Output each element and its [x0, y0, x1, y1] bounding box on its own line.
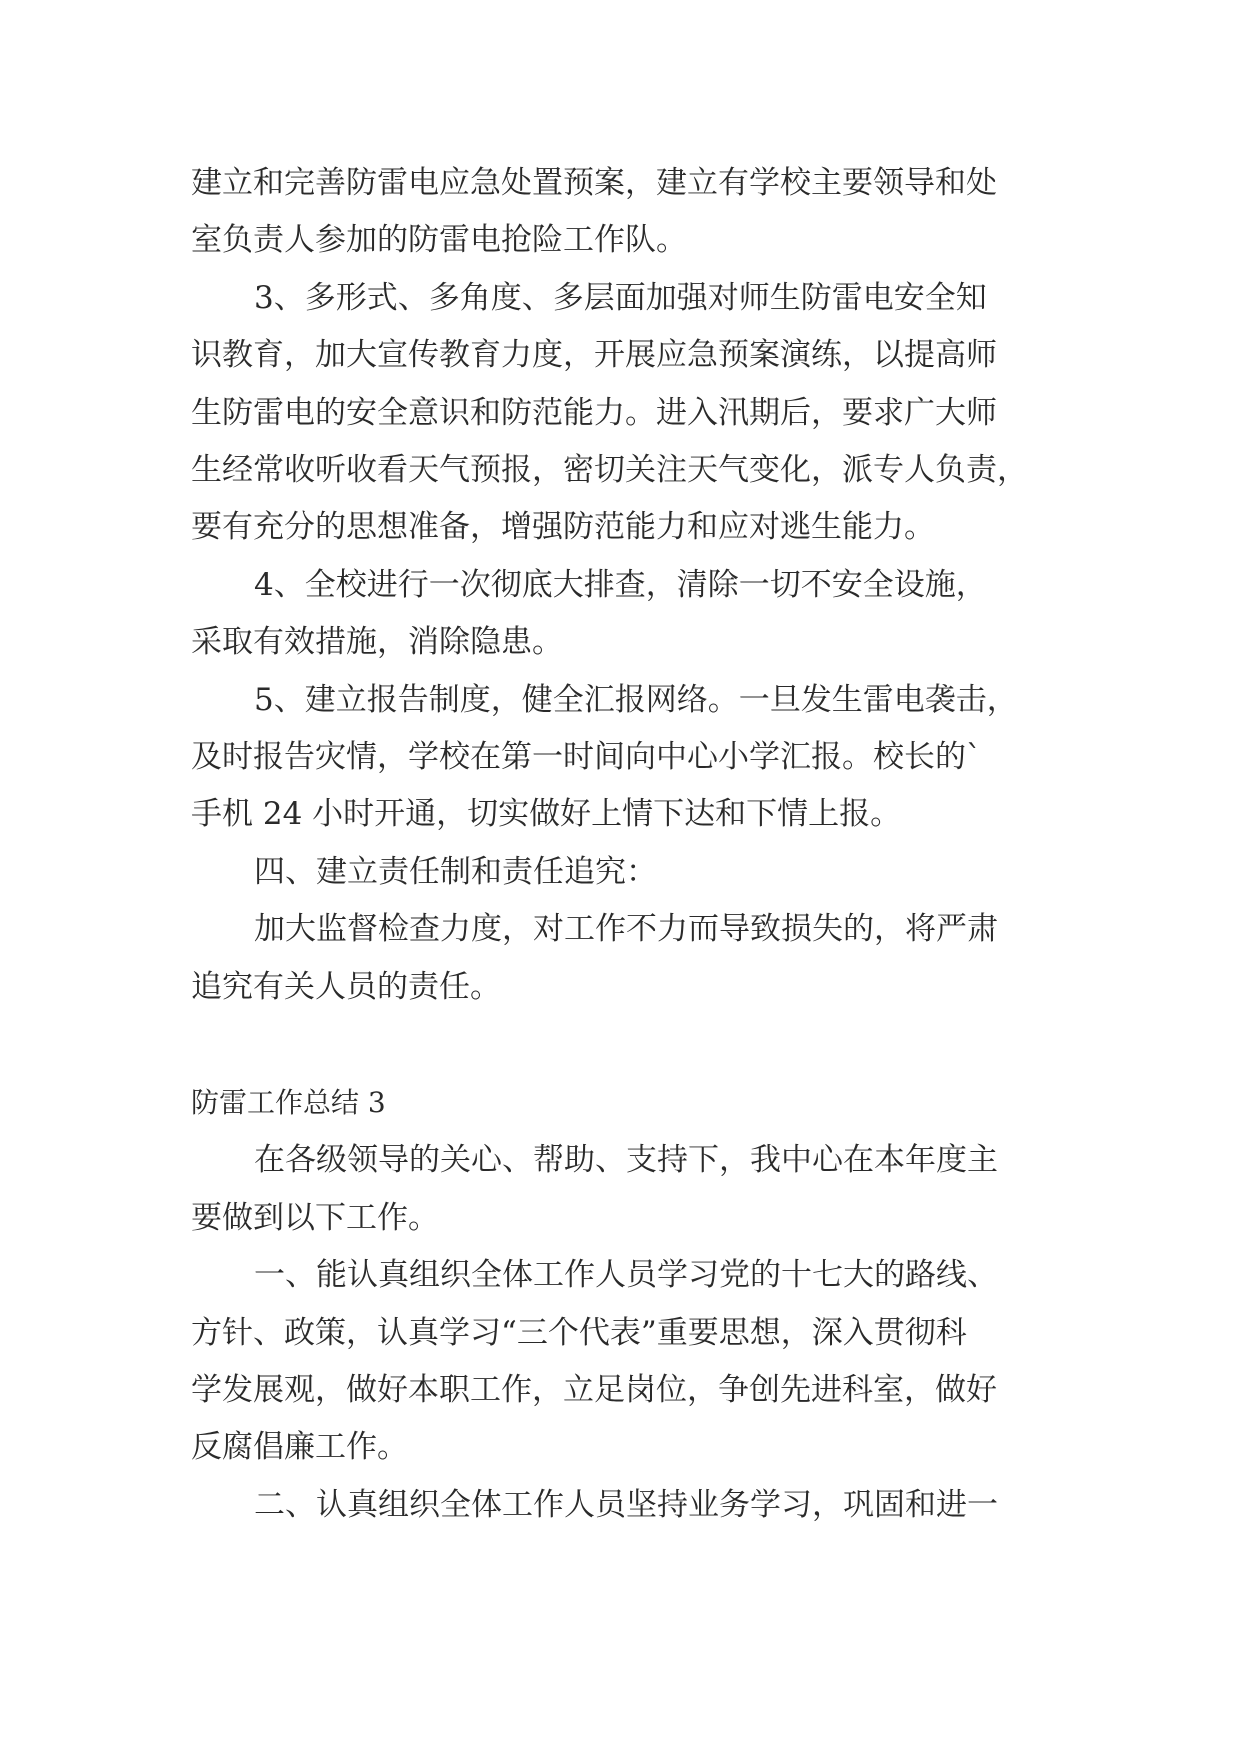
text-line: 在各级领导的关心、帮助、支持下，我中心在本年度主	[254, 1142, 998, 1178]
text-line: 4、全校进行一次彻底大排查，清除一切不安全设施，	[254, 567, 987, 603]
text-line: 3、多形式、多角度、多层面加强对师生防雷电安全知	[254, 280, 987, 316]
text-line: 室负责人参加的防雷电抢险工作队。	[191, 222, 687, 258]
section-heading: 防雷工作总结 3	[191, 1086, 386, 1119]
text-line: 生防雷电的安全意识和防范能力。进入汛期后，要求广大师	[191, 395, 997, 431]
text-line: 手机 24 小时开通，切实做好上情下达和下情上报。	[191, 796, 902, 832]
text-line: 及时报告灾情，学校在第一时间向中心小学汇报。校长的`	[191, 739, 982, 775]
text-line: 学发展观，做好本职工作，立足岗位，争创先进科室，做好	[191, 1372, 997, 1408]
text-line: 追究有关人员的责任。	[191, 969, 501, 1005]
text-line: 5、建立报告制度，健全汇报网络。一旦发生雷电袭击，	[254, 682, 1018, 718]
text-line: 二、认真组织全体工作人员坚持业务学习，巩固和进一	[254, 1487, 998, 1523]
text-line: 建立和完善防雷电应急处置预案，建立有学校主要领导和处	[191, 165, 997, 201]
text-line: 要做到以下工作。	[191, 1200, 439, 1236]
text-line: 反腐倡廉工作。	[191, 1429, 408, 1465]
text-line: 方针、政策，认真学习“三个代表”重要思想，深入贯彻科	[191, 1315, 967, 1351]
text-line: 生经常收听收看天气预报，密切关注天气变化，派专人负责，	[191, 452, 1028, 488]
text-line: 加大监督检查力度，对工作不力而导致损失的，将严肃	[254, 911, 998, 947]
text-line: 一、能认真组织全体工作人员学习党的十七大的路线、	[254, 1257, 998, 1293]
text-line: 四、建立责任制和责任追究：	[254, 854, 657, 890]
text-line: 采取有效措施，消除隐患。	[191, 624, 563, 660]
text-line: 识教育，加大宣传教育力度，开展应急预案演练，以提高师	[191, 337, 997, 373]
text-line: 要有充分的思想准备，增强防范能力和应对逃生能力。	[191, 509, 935, 545]
